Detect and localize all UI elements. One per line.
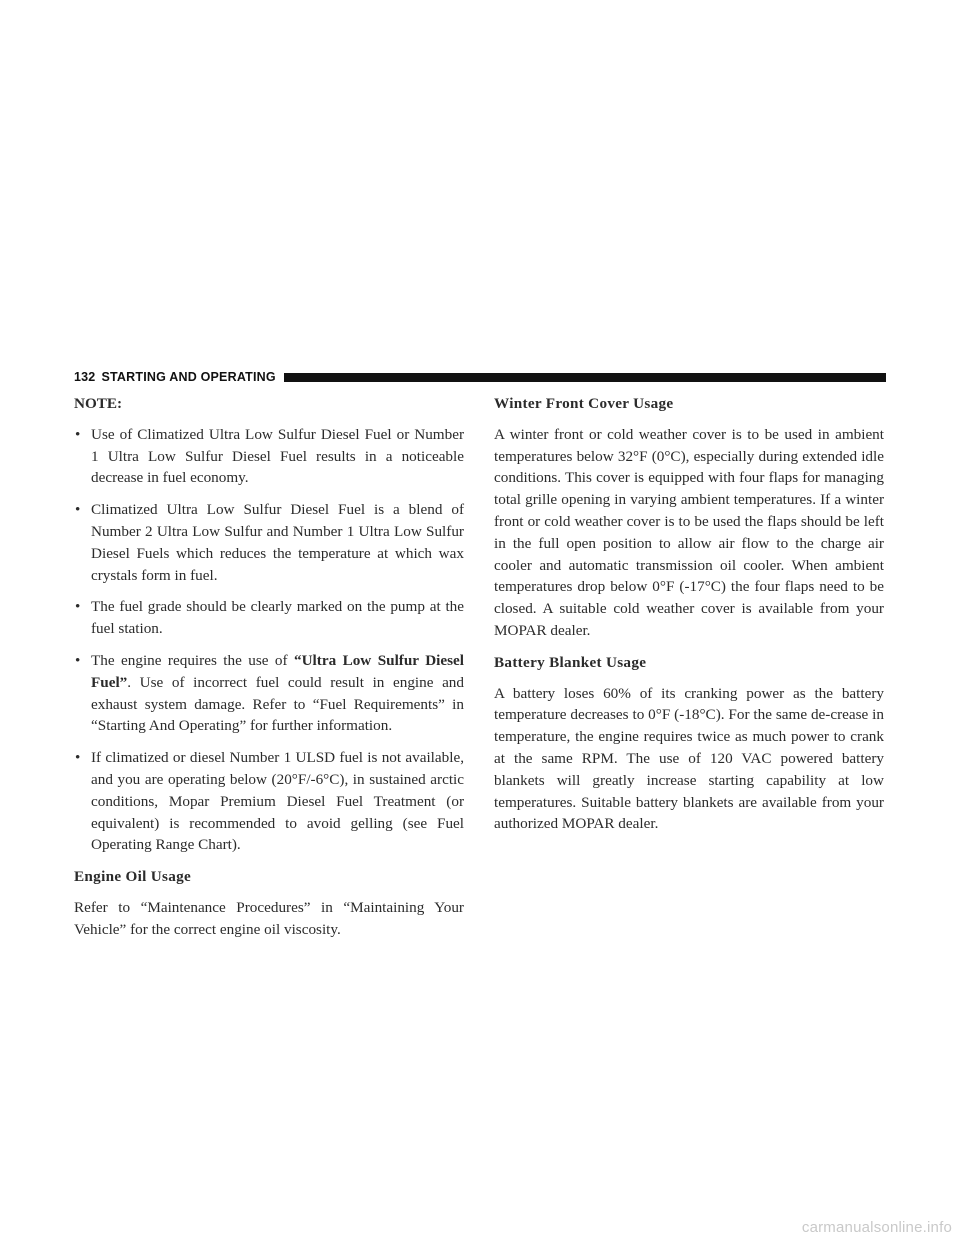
right-column bbox=[494, 393, 884, 845]
bullet-text-bold: “Ultra Low Sulfur Diesel Fuel” bbox=[91, 651, 464, 691]
section-title: STARTING AND OPERATING bbox=[101, 370, 276, 384]
note-bullet-item bbox=[74, 499, 464, 586]
bullet-text-before: The engine requires the use of bbox=[91, 651, 294, 669]
engine-oil-paragraph: Refer to “Maintenance Procedures” in “Maintaining Your Vehicle” for the correct engine oil viscosity. bbox=[74, 898, 464, 938]
note-bullet-item bbox=[74, 424, 464, 489]
watermark-text: carmanualsonline.info bbox=[801, 1219, 952, 1236]
bullet-text: Climatized Ultra Low Sulfur Diesel Fuel is a blend of Number 2 Ultra Low Sulfur and Number 1 Ultra Low Sulfur Diesel Fuels which reduces the temperature at which wax crystals form in fuel. bbox=[91, 501, 464, 584]
note-bullet-item bbox=[74, 596, 464, 640]
winter-cover-paragraph: A winter front or cold weather cover is to be used in ambient temperatures below 32°F (0°C), especially during extended idle conditions. This cover is equipped with four flaps for managing total grille opening in varying ambient temperatures. If a winter front or cold weather cover is to be used the flaps should be left in the full open position to allow air flow to the charge air cooler and automatic transmission oil cooler. When ambient temperatures drop below 0°F (-17°C) the four flaps need to be closed. A suitable cold weather cover is available from your MOPAR dealer. bbox=[494, 425, 884, 639]
note-bullet-item bbox=[74, 650, 464, 737]
winter-cover-heading: Winter Front Cover Usage bbox=[494, 395, 674, 412]
bullet-icon: • bbox=[75, 749, 81, 767]
note-bullet-list bbox=[74, 424, 464, 856]
left-column bbox=[74, 393, 464, 951]
bullet-text-after: . Use of incorrect fuel could result in engine and exhaust system damage. Refer to “Fuel Requirements” in “Starting And Operating” for further information. bbox=[91, 673, 464, 735]
bullet-icon: • bbox=[75, 425, 81, 443]
note-label: NOTE: bbox=[74, 395, 123, 412]
bullet-icon: • bbox=[75, 651, 81, 669]
bullet-icon: • bbox=[75, 598, 81, 616]
note-bullet-item bbox=[74, 747, 464, 856]
header-rule bbox=[284, 373, 886, 382]
battery-blanket-paragraph: A battery loses 60% of its cranking power as the battery temperature decreases to 0°F (-18°C). For the same de-crease in temperature, the engine requires twice as much power to crank at the same RPM. The use of 120 VAC powered battery blankets will greatly increase starting capability at low temperatures. Suitable battery blankets are available from your authorized MOPAR dealer. bbox=[494, 684, 884, 833]
bullet-text: If climatized or diesel Number 1 ULSD fuel is not available, and you are operating below (20°F/-6°C), in sustained arctic conditions, Mopar Premium Diesel Fuel Treatment (or equivalent) is recommended to avoid gelling (see Fuel Operating Range Chart). bbox=[91, 749, 464, 854]
page-number: 132 bbox=[74, 370, 96, 384]
engine-oil-heading: Engine Oil Usage bbox=[74, 868, 192, 886]
bullet-text: The fuel grade should be clearly marked on the pump at the fuel station. bbox=[91, 598, 464, 638]
bullet-icon: • bbox=[75, 501, 81, 519]
bullet-text: Use of Climatized Ultra Low Sulfur Diesel Fuel or Number 1 Ultra Low Sulfur Diesel Fuel results in a noticeable decrease in fuel economy. bbox=[91, 425, 464, 487]
battery-blanket-heading: Battery Blanket Usage bbox=[494, 653, 647, 671]
page-header bbox=[74, 369, 886, 385]
